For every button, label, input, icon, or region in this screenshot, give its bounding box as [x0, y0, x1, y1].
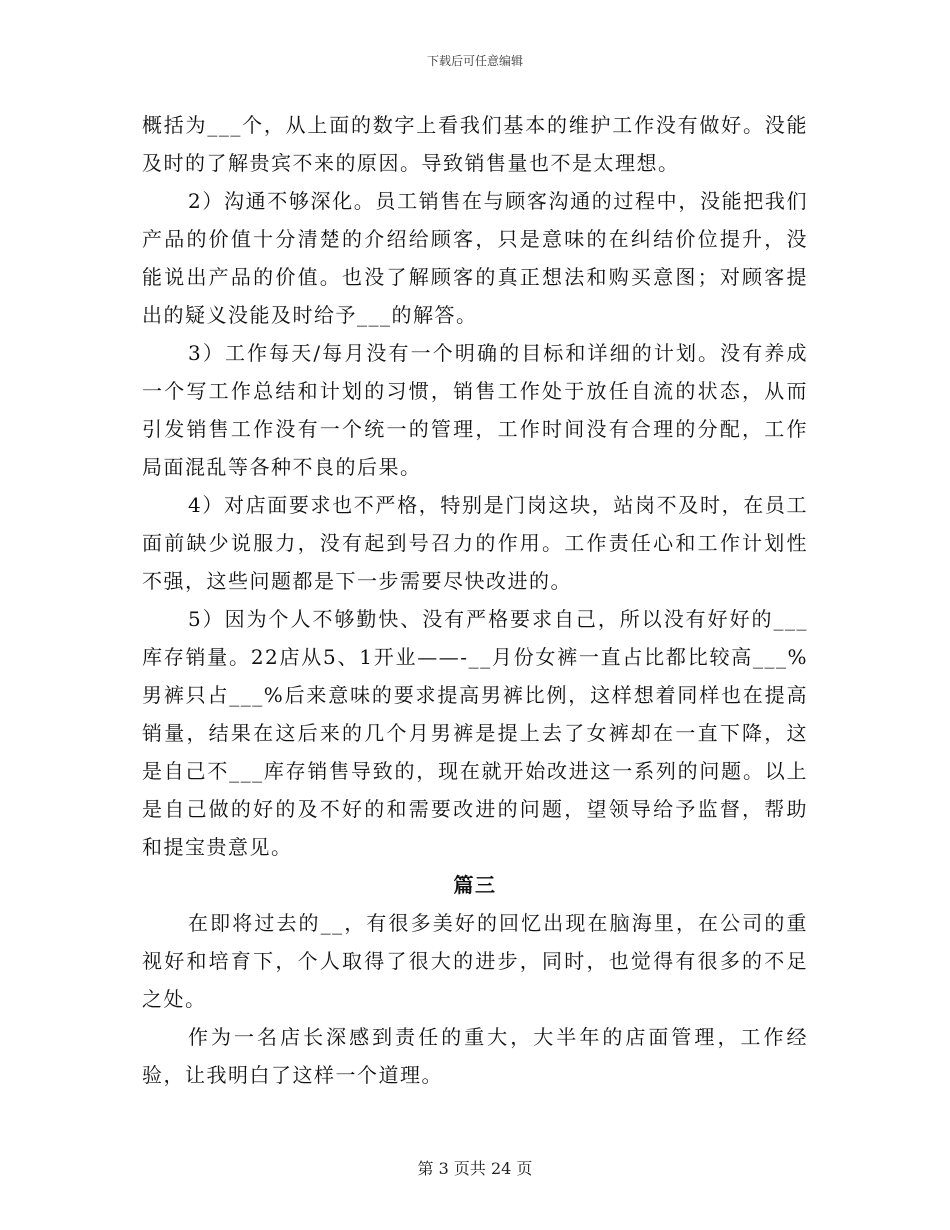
paragraph-1: 概括为___个，从上面的数字上看我们基本的维护工作没有做好。没能及时的了解贵宾不来的原因。导致销售量也不是太理想。 — [142, 113, 808, 175]
page-header: 下载后可任意编辑 — [426, 54, 523, 68]
paragraph-3: 3）工作每天/每月没有一个明确的目标和详细的计划。没有养成一个写工作总结和计划的习惯，销售工作处于放任自流的状态，从而引发销售工作没有一个统一的管理，工作时间没有合理的分配，工作局面混乱等各种不良的后果。 — [142, 341, 808, 479]
document-body — [142, 106, 808, 1094]
paragraph-7: 作为一名店长深感到责任的重大，大半年的店面管理，工作经验，让我明白了这样一个道理。 — [142, 1025, 808, 1087]
paragraph-2: 2）沟通不够深化。员工销售在与顾客沟通的过程中，没能把我们产品的价值十分清楚的介绍给顾客，只是意味的在纠结价位提升，没能说出产品的价值。也没了解顾客的真正想法和购买意图；对顾客提出的疑义没能及时给予___的解答。 — [142, 189, 808, 327]
page-footer: 第 3 页共 24 页 — [417, 1159, 533, 1178]
section-title: 篇三 — [453, 873, 497, 897]
paragraph-5: 5）因为个人不够勤快、没有严格要求自己，所以没有好好的___库存销量。22店从5、1开业——-__月份女裤一直占比都比较高___%男裤只占___%后来意味的要求提高男裤比例，这样想着同样也在提高销量，结果在这后来的几个月男裤是提上去了女裤却在一直下降，这是自己不___库存销售导致的，现在就开始改进这一系列的问题。以上是自己做的好的及不好的和需要改进的问题，望领导给予监督，帮助和提宝贵意见。 — [142, 607, 808, 859]
paragraph-4: 4）对店面要求也不严格，特别是门岗这块，站岗不及时，在员工面前缺少说服力，没有起到号召力的作用。工作责任心和工作计划性不强，这些问题都是下一步需要尽快改进的。 — [142, 493, 808, 593]
paragraph-6: 在即将过去的__，有很多美好的回忆出现在脑海里，在公司的重视好和培育下，个人取得了很大的进步，同时，也觉得有很多的不足之处。 — [142, 911, 808, 1011]
